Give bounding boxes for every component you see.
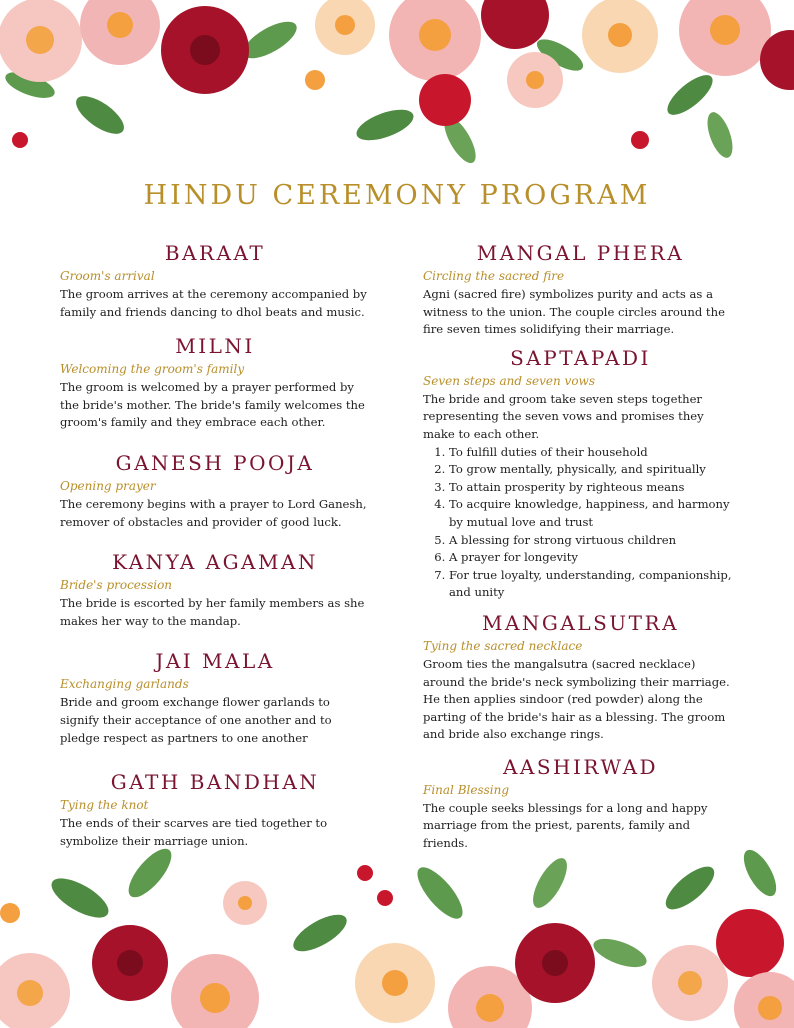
section-body: Bride and groom exchange flower garlands to signify their acceptance of one another and to pledge respect as partners to one another bbox=[60, 695, 332, 745]
section-heading: MILNI bbox=[175, 334, 255, 359]
section-saptapadi bbox=[423, 345, 738, 602]
section-body: Agni (sacred fire) symbolizes purity and acts as a witness to the union. The couple circles around the fire seven times solidifying their marriage. bbox=[423, 287, 725, 337]
section-heading: GATH BANDHAN bbox=[110, 770, 320, 795]
section-body: Groom ties the mangalsutra (sacred necklace) around the bride's neck symbolizing their marriage. He then applies sindoor (red powder) along the parting of the bride's hair as a blessing. The groom and bride also exchange rings. bbox=[423, 656, 730, 742]
section-subtitle: Bride's procession bbox=[60, 578, 173, 593]
section-kanya-agaman bbox=[60, 549, 370, 630]
section-subtitle: Opening prayer bbox=[60, 478, 156, 493]
section-subtitle: Seven steps and seven vows bbox=[423, 373, 595, 388]
section-subtitle: Tying the knot bbox=[60, 798, 149, 813]
list-item: 7. For true loyalty, understanding, companionship, and unity bbox=[449, 567, 738, 602]
section-body: The couple seeks blessings for a long and happy marriage from the priest, parents, family and friends. bbox=[423, 800, 708, 851]
section-body: The bride and groom take seven steps together representing the seven vows and promises they make to each other. bbox=[423, 391, 704, 441]
section-gath-bandhan bbox=[60, 769, 370, 850]
section-heading: GANESH POOJA bbox=[115, 450, 315, 475]
floral-border-top bbox=[0, 0, 794, 175]
section-body: The ends of their scarves are tied together to symbolize their marriage union. bbox=[60, 816, 328, 848]
section-body: The groom arrives at the ceremony accompanied by family and friends dancing to dhol beats and music. bbox=[60, 287, 367, 319]
vows-list bbox=[423, 444, 738, 602]
floral-border-bottom bbox=[0, 843, 794, 1028]
section-subtitle: Groom's arrival bbox=[60, 269, 155, 283]
right-column bbox=[423, 240, 738, 853]
section-heading: BARAAT bbox=[164, 241, 266, 265]
section-milni bbox=[60, 333, 370, 432]
section-subtitle: Tying the sacred necklace bbox=[423, 638, 583, 653]
section-mangal-phera bbox=[423, 240, 738, 339]
list-item: 4. To acquire knowledge, happiness, and harmony by mutual love and trust bbox=[449, 496, 738, 531]
list-item: 5. A blessing for strong virtuous children bbox=[449, 532, 738, 550]
section-body: The ceremony begins with a prayer to Lord Ganesh, remover of obstacles and provider of good luck. bbox=[60, 496, 367, 529]
list-item: 3. To attain prosperity by righteous means bbox=[449, 479, 738, 497]
section-subtitle: Circling the sacred fire bbox=[423, 269, 565, 283]
section-jai-mala bbox=[60, 648, 370, 747]
section-body: The groom is welcomed by a prayer performed by the bride's mother. The bride's family welcomes the groom's family and they embrace each other. bbox=[60, 380, 365, 430]
section-heading: MANGAL PHERA bbox=[476, 241, 685, 265]
section-mangalsutra bbox=[423, 610, 738, 744]
list-item: 1. To fulfill duties of their household bbox=[449, 444, 738, 462]
left-column bbox=[60, 240, 370, 850]
section-heading: MANGALSUTRA bbox=[481, 610, 680, 635]
section-subtitle: Final Blessing bbox=[423, 782, 510, 797]
list-item: 2. To grow mentally, physically, and spiritually bbox=[449, 461, 738, 479]
page-title: HINDU CEREMONY PROGRAM bbox=[143, 180, 651, 211]
list-item: 6. A prayer for longevity bbox=[449, 549, 738, 567]
section-ganesh-pooja bbox=[60, 450, 370, 531]
section-baraat bbox=[60, 240, 370, 321]
section-subtitle: Welcoming the groom's family bbox=[60, 362, 245, 377]
section-aashirwad bbox=[423, 754, 738, 853]
section-subtitle: Exchanging garlands bbox=[60, 677, 189, 692]
section-heading: JAI MALA bbox=[155, 649, 275, 674]
section-heading: KANYA AGAMAN bbox=[112, 550, 318, 575]
section-heading: AASHIRWAD bbox=[502, 754, 659, 779]
section-heading: SAPTAPADI bbox=[510, 345, 651, 370]
section-body: The bride is escorted by her family members as she makes her way to the mandap. bbox=[60, 596, 365, 628]
